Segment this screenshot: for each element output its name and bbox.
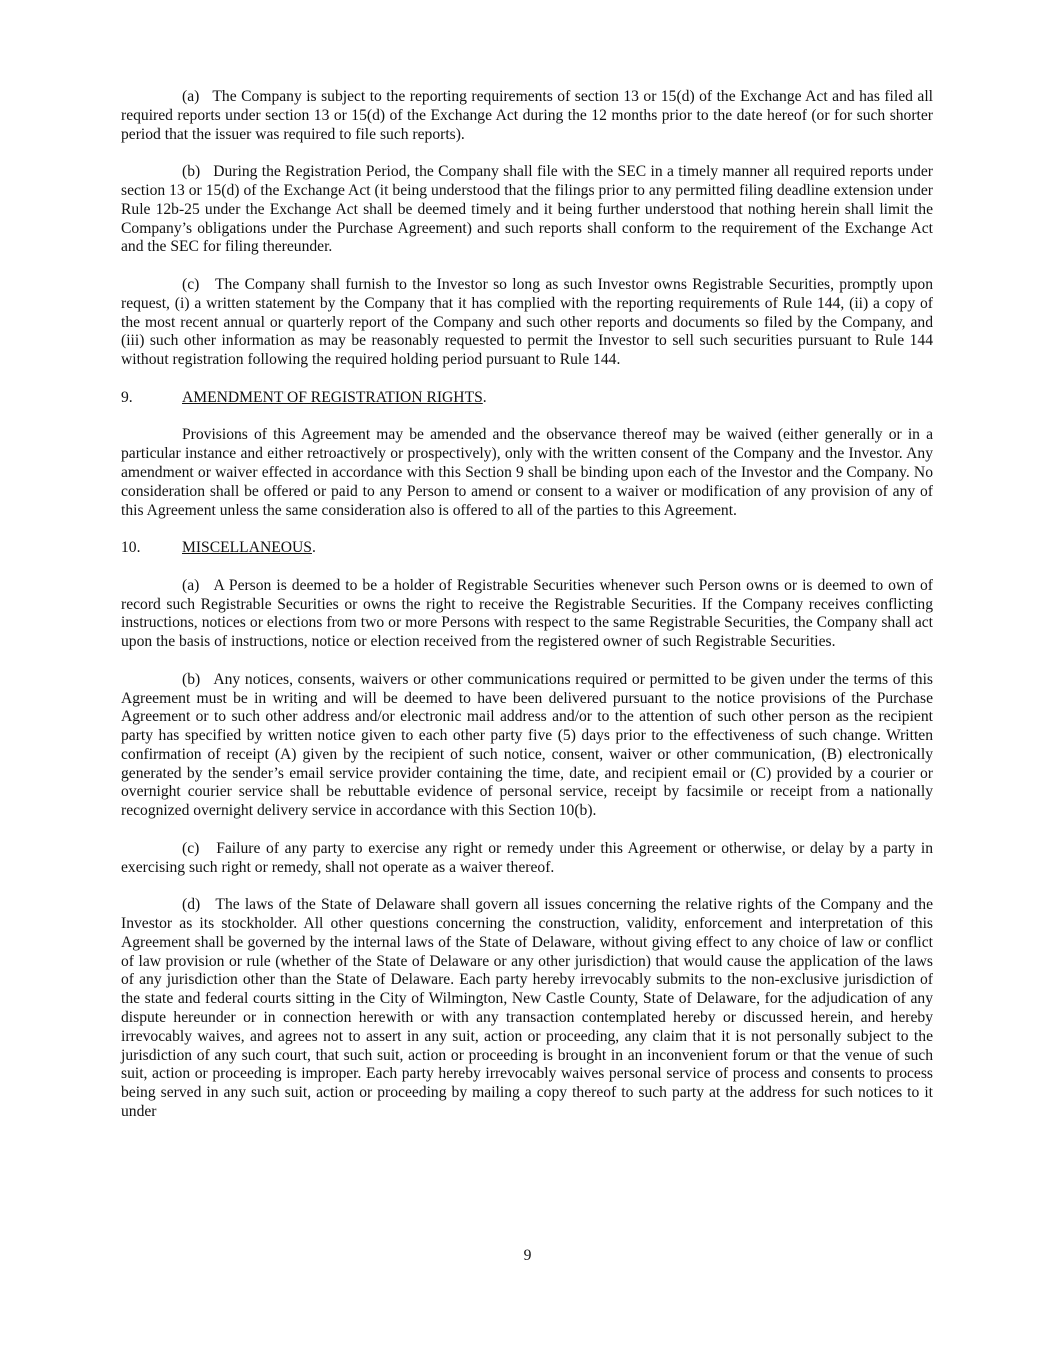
paragraph-8a: (a) The Company is subject to the reporting requirements of section 13 or 15(d) of the Exchange Act and has filed all required reports under section 13 or 15(d) of the Exchange Act during the 12 months prior to the date hereof (or for such shorter period that the issuer was required to file such reports). <box>121 88 933 143</box>
section-title-period: . <box>482 388 487 406</box>
section-number: 10. <box>121 539 141 557</box>
paragraph-8c: (c) The Company shall furnish to the Investor so long as such Investor owns Registrable Securities, promptly upon request, (i) a written statement by the Company that it has complied with the reporting requirements of Rule 144, (ii) a copy of the most recent annual or quarterly report of the Company and such other reports and documents so filed by the Company, and (iii) such other information as may be reasonably requested to permit the Investor to sell such securities pursuant to Rule 144 without registration following the required holding period pursuant to Rule 144. <box>121 275 933 369</box>
paragraph-10b: (b) Any notices, consents, waivers or other communications required or permitted to be given under the terms of this Agreement must be in writing and will be deemed to have been delivered pursuant to the notice provisions of the Purchase Agreement or to such other address and/or electronic mail address and/or to the attention of such other person as the recipient party has specified by written notice given to each other party five (5) days prior to the effectiveness of such change. Written confirmation of receipt (A) given by the recipient of such notice, consent, waiver or other communication, (B) electronically generated by the sender’s email service provider containing the time, date, and recipient email or (C) provided by a courier or overnight courier service shall be rebuttable evidence of personal service, receipt by facsimile or receipt from a nationally recognized overnight delivery service in accordance with this Section 10(b). <box>121 670 933 820</box>
paragraph-10a: (a) A Person is deemed to be a holder of Registrable Securities whenever such Person owns or is deemed to own of record such Registrable Securities or owns the right to receive the Registrable Securities. If the Company receives conflicting instructions, notices or elections from two or more Persons with respect to the same Registrable Securities, the Company shall act upon the basis of instructions, notice or election received from the registered owner of such Registrable Securities. <box>121 576 933 651</box>
paragraph-9-body: Provisions of this Agreement may be amended and the observance thereof may be waived (either generally or in a particular instance and either retroactively or prospectively), only with the written consent of the Company and the Investor. Any amendment or waiver effected in accordance with this Section 9 shall be binding upon each of the Investor and the Company. No consideration shall be offered or paid to any Person to amend or consent to a waiver or modification of any provision of any of this Agreement unless the same consideration also is offered to all of the parties to this Agreement. <box>121 426 933 519</box>
page-number: 9 <box>523 1247 532 1264</box>
section-title-period: . <box>311 539 316 557</box>
section-number: 9. <box>121 388 133 406</box>
paragraph-10d: (d) The laws of the State of Delaware shall govern all issues concerning the relative rights of the Company and the Investor as its stockholder. All other questions concerning the construction, validity, enforcement and interpretation of this Agreement shall be governed by the internal laws of the State of Delaware, without giving effect to any choice of law or conflict of law provision or rule (whether of the State of Delaware or any other jurisdiction) that would cause the application of the laws of any jurisdiction other than the State of Delaware. Each party hereby irrevocably submits to the non-exclusive jurisdiction of the state and federal courts sitting in the City of Wilmington, New Castle County, State of Delaware, for the adjudication of any dispute hereunder or in connection herewith or with any transaction contemplated hereby or discussed herein, and hereby irrevocably waives, and agrees not to assert in any suit, action or proceeding, any claim that it is not personally subject to the jurisdiction of any such court, that such suit, action or proceeding is brought in an inconvenient forum or that the venue of such suit, action or proceeding is improper. Each party hereby irrevocably waives personal service of process and consents to process being served in any such suit, action or proceeding by mailing a copy thereof to such party at the address for such notices to it under <box>121 896 933 1121</box>
section-title: MISCELLANEOUS <box>182 539 312 557</box>
section-heading-9 <box>121 389 933 408</box>
paragraph-10c: (c) Failure of any party to exercise any right or remedy under this Agreement or otherwise, or delay by a party in exercising such right or remedy, shall not operate as a waiver thereof. <box>121 839 933 876</box>
paragraph-8b: (b) During the Registration Period, the Company shall file with the SEC in a timely manner all required reports under section 13 or 15(d) of the Exchange Act (it being understood that the filings prior to any permitted filing deadline extension under Rule 12b-25 under the Exchange Act shall be deemed timely and it being further understood that nothing herein shall limit the Company’s obligations under the Purchase Agreement) and such reports shall conform to the requirement of the Exchange Act and the SEC for filing thereunder. <box>121 163 933 256</box>
section-title: AMENDMENT OF REGISTRATION RIGHTS <box>182 388 483 406</box>
section-heading-10 <box>121 539 933 558</box>
document-body <box>121 88 933 1141</box>
